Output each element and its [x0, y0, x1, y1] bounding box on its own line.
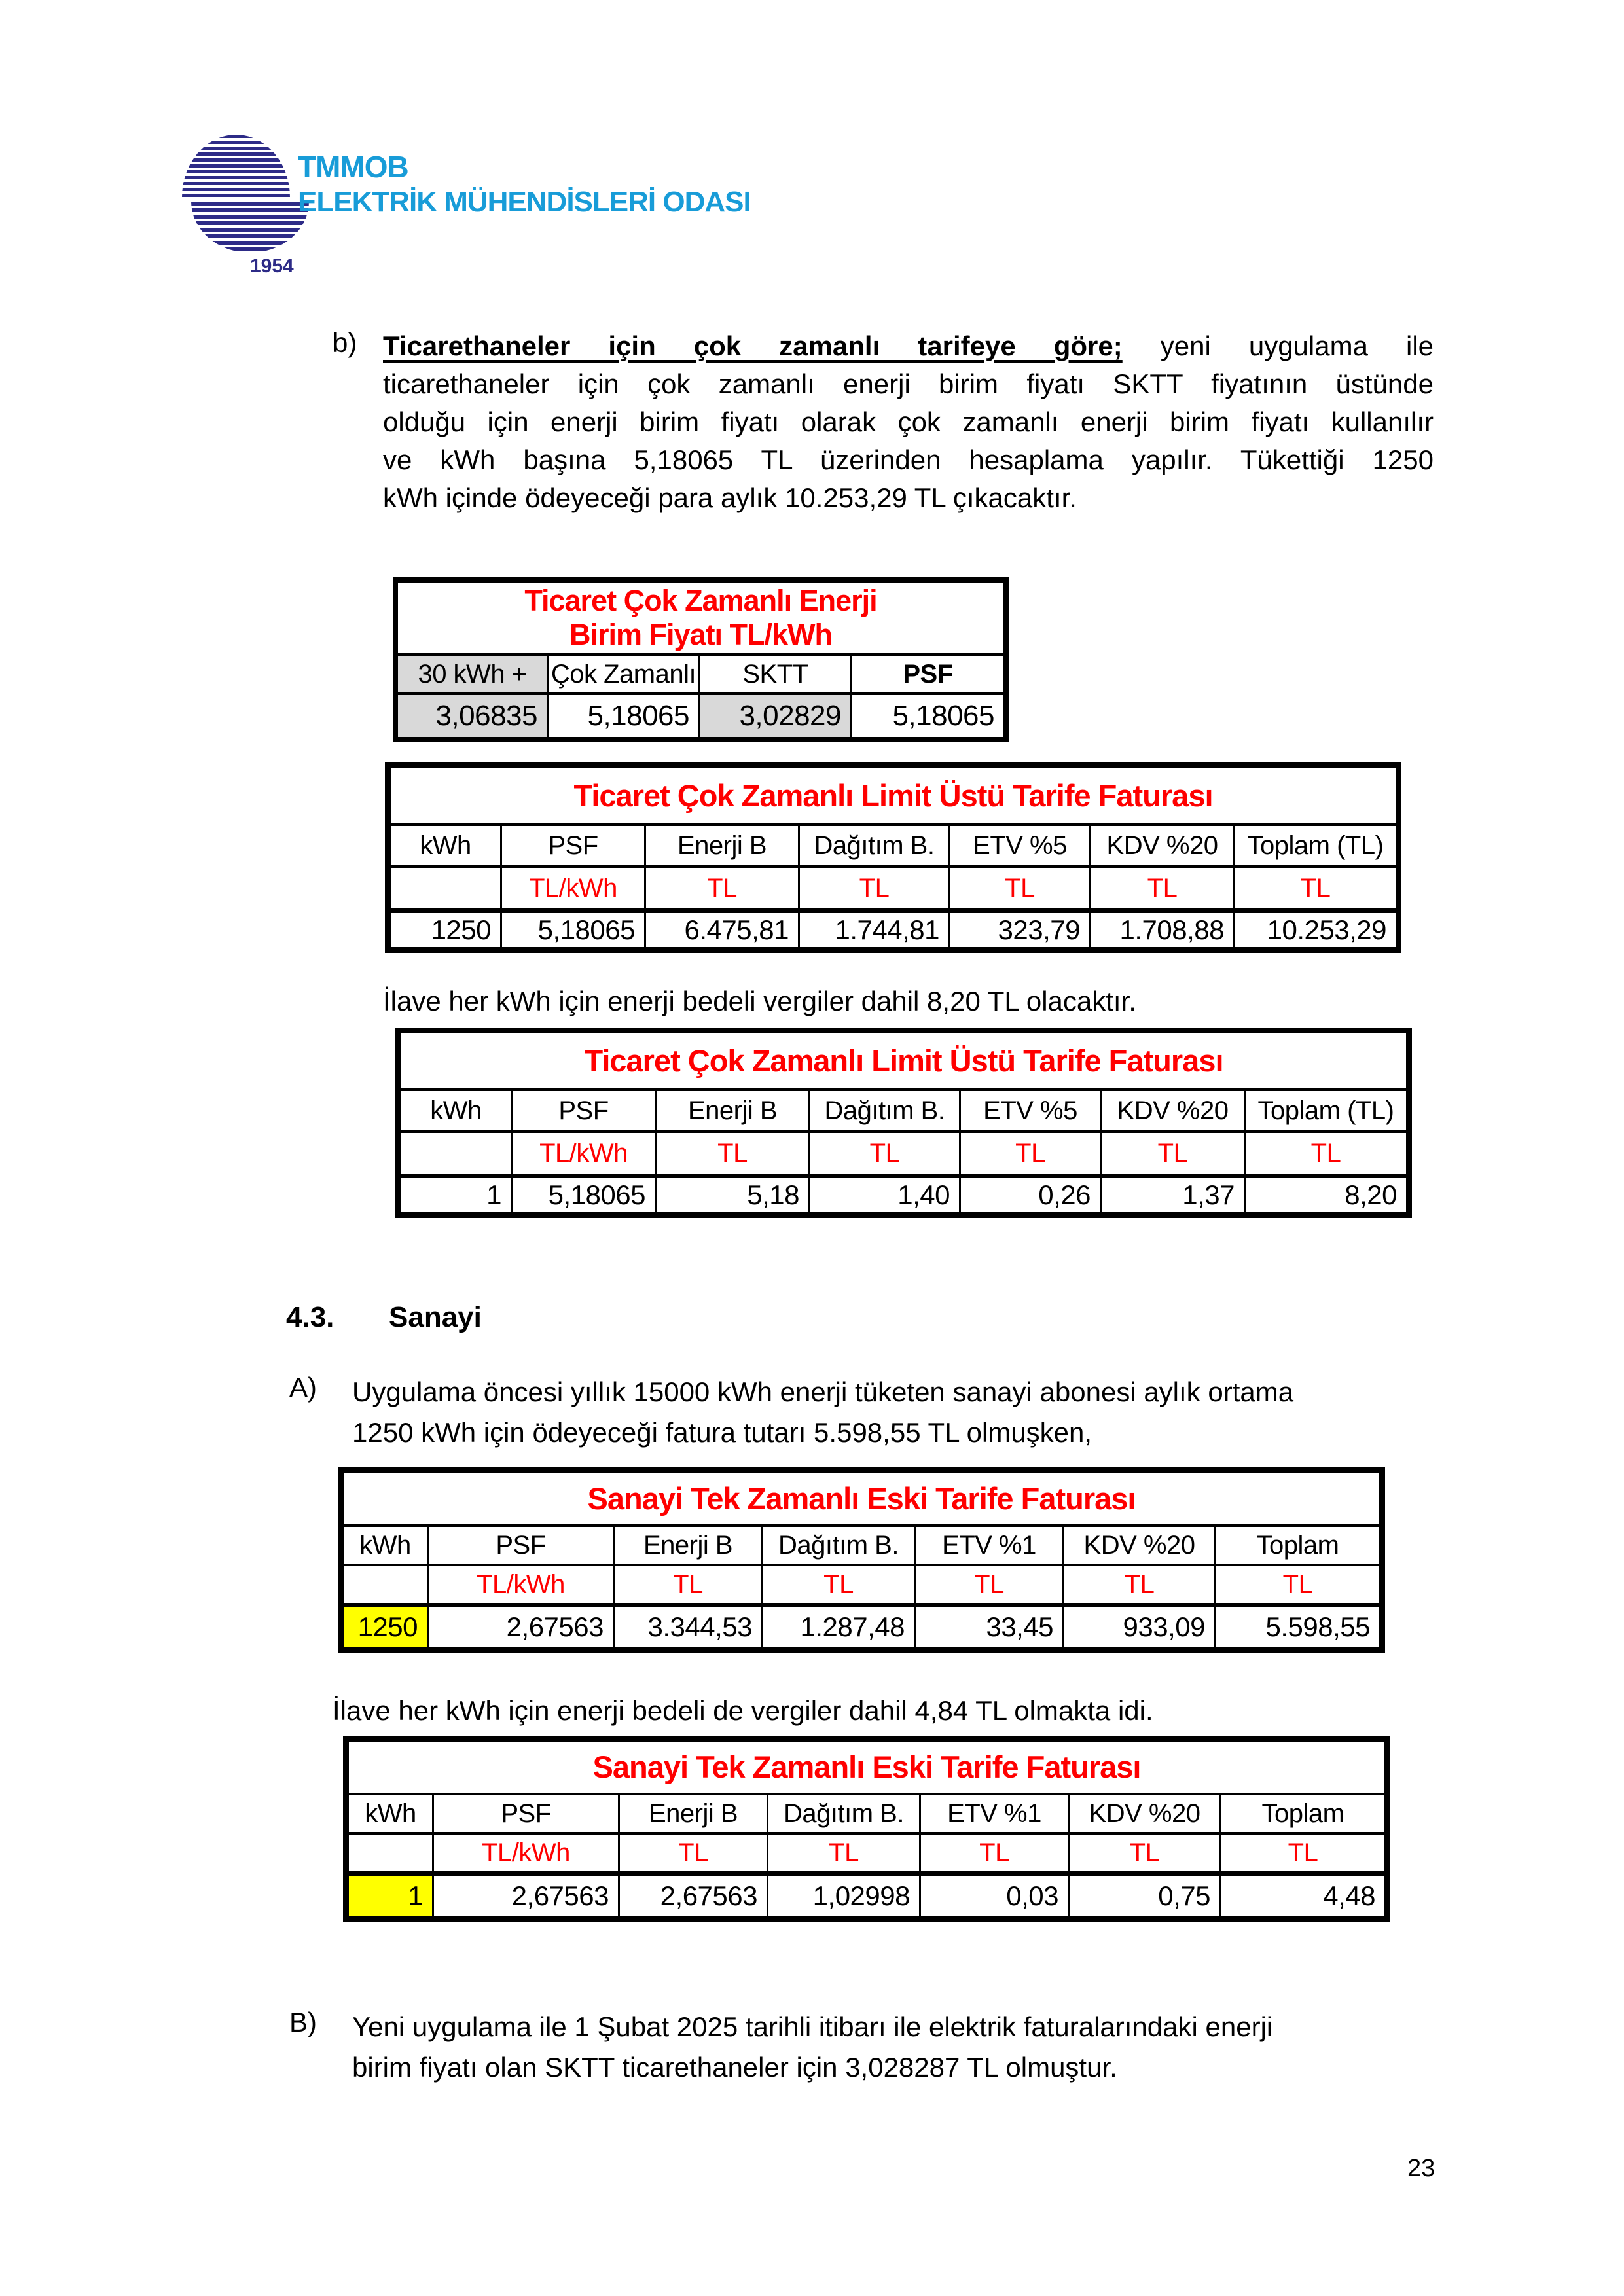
globe-icon: [177, 130, 308, 278]
table-unit-cell: [349, 1835, 434, 1871]
table-header-cell: Dağıtım B.: [800, 826, 950, 865]
table-ticaret-cok-zamanli-enerji-birim-fiyati: [393, 577, 1009, 742]
table-title-line: Sanayi Tek Zamanlı Eski Tarife Faturası: [592, 1749, 1141, 1784]
ilave-note-2: İlave her kWh için enerji bedeli de vergiler dahil 4,84 TL olmakta idi.: [333, 1695, 1153, 1726]
table-units-row: [349, 1835, 1384, 1876]
table-header-cell: ETV %5: [950, 826, 1091, 865]
table-header-cell: KDV %20: [1070, 1795, 1221, 1832]
table-sanayi-eski-1250: [338, 1467, 1385, 1653]
table-data-cell: 5,18065: [549, 695, 700, 737]
paragraph-b2: [289, 2007, 1272, 2088]
table-data-cell: 3,02829: [700, 695, 852, 737]
table-header-cell: Dağıtım B.: [810, 1091, 961, 1130]
table-data-row: [391, 913, 1396, 947]
logo-org-name: TMMOB: [298, 150, 408, 184]
table-data-cell: 0,75: [1070, 1876, 1221, 1916]
table-data-cell: 1,02998: [768, 1876, 921, 1916]
table-data-row: [398, 695, 1003, 737]
table-unit-cell: TL: [961, 1133, 1102, 1174]
table-title: [349, 1742, 1384, 1795]
table-data-cell: 3.344,53: [615, 1607, 763, 1647]
table-data-cell: 1.744,81: [800, 913, 950, 947]
paragraph-a-label: A): [289, 1372, 317, 1403]
table-header-cell: kWh: [391, 826, 502, 865]
table-header-cell: Çok Zamanlı: [549, 656, 700, 692]
table-data-cell: 933,09: [1064, 1607, 1216, 1647]
table-unit-cell: [391, 868, 502, 908]
table-header-cell: ETV %5: [961, 1091, 1102, 1130]
table-header-row: [398, 656, 1003, 695]
table-sanayi-eski-1: [343, 1736, 1390, 1922]
table-data-cell: 2,67563: [620, 1876, 768, 1916]
table-data-cell: 2,67563: [434, 1876, 620, 1916]
table-data-cell: 0,03: [921, 1876, 1070, 1916]
table-data-cell: 1250: [391, 913, 502, 947]
table-title-line: Ticaret Çok Zamanlı Limit Üstü Tarife Faturası: [573, 778, 1213, 813]
table-data-cell: 0,26: [961, 1178, 1102, 1212]
paragraph-a-line2: 1250 kWh için ödeyeceği fatura tutarı 5.598,55 TL olmuşken,: [352, 1417, 1092, 1448]
table-unit-cell: TL: [921, 1835, 1070, 1871]
section-number: 4.3.: [286, 1301, 334, 1333]
table-header-row: [391, 826, 1396, 868]
table-title: [391, 768, 1396, 826]
table-data-cell: 5,18065: [502, 913, 646, 947]
logo-chamber-name: ELEKTRİK MÜHENDİSLERİ ODASI: [298, 186, 751, 218]
table-units-row: [344, 1566, 1379, 1607]
table-header-row: [349, 1795, 1384, 1835]
logo-year: 1954: [250, 255, 294, 277]
table-title-line: Ticaret Çok Zamanlı Enerji: [524, 584, 877, 617]
table-ticaret-limit-ustu-1: [395, 1028, 1412, 1218]
table-unit-cell: TL/kWh: [429, 1566, 615, 1603]
table-header-cell: Dağıtım B.: [763, 1527, 916, 1564]
table-unit-cell: TL: [1070, 1835, 1221, 1871]
paragraph-b-line3: olduğu için enerji birim fiyatı olarak çok zamanlı enerji birim fiyatı kullanılır: [383, 406, 1434, 437]
table-unit-cell: TL: [615, 1566, 763, 1603]
table-data-row: [349, 1876, 1384, 1916]
table-header-cell: Enerji B: [646, 826, 800, 865]
table-unit-cell: TL: [1288, 1838, 1318, 1867]
table-data-cell: 1: [349, 1876, 434, 1916]
section-title: Sanayi: [389, 1301, 482, 1333]
ilave-note-1: İlave her kWh için enerji bedeli vergiler dahil 8,20 TL olacaktır.: [383, 986, 1136, 1016]
table-unit-cell: TL: [950, 868, 1091, 908]
table-header-cell: ETV %1: [916, 1527, 1064, 1564]
table-data-cell: 4,48: [1323, 1880, 1375, 1911]
table-header-cell: Dağıtım B.: [768, 1795, 921, 1832]
paragraph-a-line1: Uygulama öncesi yıllık 15000 kWh enerji tüketen sanayi abonesi aylık ortama: [352, 1376, 1294, 1407]
paragraph-b-line1-rest: yeni uygulama ile: [1122, 331, 1434, 361]
table-unit-cell: TL: [810, 1133, 961, 1174]
table-header-cell: Toplam (TL): [1247, 831, 1384, 860]
paragraph-b: [333, 327, 1434, 517]
table-header-cell: Toplam: [1256, 1530, 1339, 1560]
table-header-cell: Enerji B: [657, 1091, 810, 1130]
table-unit-cell: TL: [768, 1835, 921, 1871]
table-header-cell: Enerji B: [620, 1795, 768, 1832]
tmmob-emo-logo: [177, 130, 766, 280]
paragraph-b2-label: B): [289, 2007, 317, 2037]
table-title-line: Birim Fiyatı TL/kWh: [569, 618, 833, 651]
table-header-cell: KDV %20: [1064, 1527, 1216, 1564]
table-unit-cell: TL/kWh: [502, 868, 646, 908]
table-unit-cell: TL/kWh: [513, 1133, 657, 1174]
table-header-row: [401, 1091, 1406, 1133]
table-header-cell: kWh: [349, 1795, 434, 1832]
paragraph-b-line4: ve kWh başına 5,18065 TL üzerinden hesaplama yapılır. Tükettiği 1250: [383, 444, 1434, 475]
table-header-row: [344, 1527, 1379, 1566]
table-header-cell: kWh: [344, 1527, 429, 1564]
table-data-cell: 5,18065: [513, 1178, 657, 1212]
table-title: [401, 1033, 1406, 1091]
table-title: [398, 583, 1003, 656]
table-unit-cell: TL: [620, 1835, 768, 1871]
paragraph-b-label: b): [333, 327, 357, 358]
paragraph-b-line1: [383, 327, 1434, 365]
table-unit-cell: TL: [800, 868, 950, 908]
table-header-cell: kWh: [401, 1091, 513, 1130]
table-header-cell: PSF: [903, 659, 953, 689]
table-data-row: [344, 1607, 1379, 1647]
table-data-cell: 1,40: [810, 1178, 961, 1212]
table-unit-cell: TL: [1300, 873, 1331, 903]
table-header-cell: PSF: [434, 1795, 620, 1832]
table-unit-cell: TL: [1064, 1566, 1216, 1603]
table-data-cell: 5.598,55: [1265, 1611, 1370, 1642]
table-data-cell: 1250: [344, 1607, 429, 1647]
table-title-line: Sanayi Tek Zamanlı Eski Tarife Faturası: [587, 1481, 1136, 1516]
table-units-row: [391, 868, 1396, 913]
paragraph-b-line2: ticarethaneler için çok zamanlı enerji birim fiyatı SKTT fiyatının üstünde: [383, 368, 1434, 399]
table-unit-cell: TL: [1282, 1570, 1313, 1599]
paragraph-b2-line2: birim fiyatı olan SKTT ticarethaneler için 3,028287 TL olmuştur.: [352, 2052, 1117, 2083]
globe-bottom-half: [191, 202, 309, 253]
section-heading: [286, 1301, 482, 1334]
table-header-cell: PSF: [502, 826, 646, 865]
table-data-cell: 2,67563: [429, 1607, 615, 1647]
table-units-row: [401, 1133, 1406, 1178]
paragraph-b2-line1: Yeni uygulama ile 1 Şubat 2025 tarihli itibarı ile elektrik faturalarındaki enerji: [352, 2011, 1273, 2042]
table-data-cell: 8,20: [1344, 1179, 1397, 1210]
paragraph-a: [289, 1372, 1293, 1453]
table-unit-cell: TL: [646, 868, 800, 908]
table-unit-cell: TL: [1310, 1138, 1341, 1168]
table-header-cell: 30 kWh +: [398, 656, 549, 692]
table-data-cell: 1.708,88: [1091, 913, 1235, 947]
table-unit-cell: TL: [763, 1566, 916, 1603]
table-data-row: [401, 1178, 1406, 1212]
table-data-cell: 1,37: [1102, 1178, 1246, 1212]
table-header-cell: KDV %20: [1102, 1091, 1246, 1130]
table-unit-cell: TL: [657, 1133, 810, 1174]
table-data-cell: 323,79: [950, 913, 1091, 947]
table-data-cell: 33,45: [916, 1607, 1064, 1647]
table-data-cell: 10.253,29: [1267, 914, 1386, 945]
table-header-cell: SKTT: [700, 656, 852, 692]
table-header-cell: ETV %1: [921, 1795, 1070, 1832]
table-unit-cell: TL: [1091, 868, 1235, 908]
paragraph-b-lead: Ticarethaneler için çok zamanlı tarifeye göre;: [383, 331, 1123, 361]
page-number: 23: [1407, 2155, 1435, 2182]
table-unit-cell: TL: [916, 1566, 1064, 1603]
table-header-cell: Toplam (TL): [1257, 1096, 1394, 1125]
table-ticaret-limit-ustu-1250: [385, 762, 1401, 953]
paragraph-b-line5: kWh içinde ödeyeceği para aylık 10.253,29 TL çıkacaktır.: [383, 482, 1077, 513]
table-title: [344, 1473, 1379, 1527]
table-title-line: Ticaret Çok Zamanlı Limit Üstü Tarife Faturası: [584, 1043, 1223, 1078]
table-header-cell: Enerji B: [615, 1527, 763, 1564]
table-unit-cell: [344, 1566, 429, 1603]
table-unit-cell: TL/kWh: [434, 1835, 620, 1871]
table-data-cell: 5,18065: [892, 700, 994, 732]
table-data-cell: 1: [401, 1178, 513, 1212]
table-header-cell: PSF: [429, 1527, 615, 1564]
table-header-cell: Toplam: [1261, 1799, 1344, 1828]
table-header-cell: PSF: [513, 1091, 657, 1130]
table-unit-cell: TL: [1102, 1133, 1246, 1174]
table-data-cell: 5,18: [657, 1178, 810, 1212]
table-data-cell: 3,06835: [398, 695, 549, 737]
logo-text: [298, 149, 751, 220]
table-data-cell: 1.287,48: [763, 1607, 916, 1647]
table-data-cell: 6.475,81: [646, 913, 800, 947]
table-header-cell: KDV %20: [1091, 826, 1235, 865]
table-unit-cell: [401, 1133, 513, 1174]
globe-top-half: [182, 135, 290, 197]
